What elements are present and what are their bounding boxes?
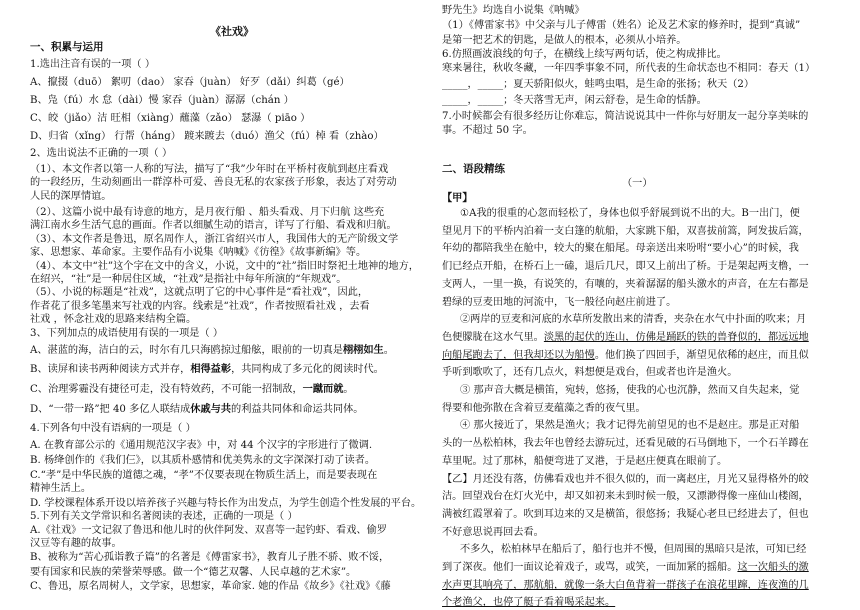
left-line: 5.下列有关文学常识和名著阅读的表述，正确的一项是（ ） [30,511,298,523]
right-line: ④ 那火接近了，果然是渔火；我才记得先前望见的也不是赵庄。那是正对船 [460,420,800,432]
right-line: 满被红霞罩着了。吹到耳边来的又是横笛，很悠扬；我疑心老旦已经进去了，但也 [442,508,809,520]
left-line: （4）、本文中“社”这个字在文中的含义，小说，文中的“社”指旧时祭祀土地神的地方， [30,260,419,272]
right-line: 洁。回望戏台在灯火光中，却又如初来未到时候一般，又漂渺得像一座仙山楼阁， [442,491,809,503]
left-line: A.《社戏》一文记叙了鲁迅和他儿时的伙伴阿发、双喜等一起钓虾、看戏、偷罗 [30,524,387,536]
left-line: 一、积累与运用 [30,41,104,54]
underlined-sentence: 个老渔父，也停了艇子看着喝采起来。 [442,597,616,609]
right-line: ③ 那声音大概是横笛，宛转，悠扬，使我的心也沉静，然而又自失起来，觉 [460,385,800,397]
left-line: 精神生活上。 [30,483,92,495]
left-line: 2、选出说法不正确的一项（ ） [30,147,173,159]
emphasized-idiom: 相得益彰 [190,363,232,376]
left-line: B、读屏和读书两种阅读方式并存，相得益彰，共同构成了多元化的阅读时代。 [30,363,384,376]
left-line: 在绍兴，“社”是一种居住区域，“社戏”是指社中每年所演的“年规戏”。 [30,273,347,285]
left-line: 要有国家和民族的荣誉荣辱感。做一个“德艺双馨、人民卓越的艺术家”。 [30,566,357,578]
document-title: 《社戏》 [210,25,254,38]
right-line: 寒来暑往，秋收冬藏，一年四季事象不同，所代表的生命状态也不相同：春天（1） [442,62,816,74]
right-line: ②两岸的豆麦和河底的水草所发散出来的清香，夹杂在水气中扑面的吹来；月 [460,314,807,326]
underlined-sentence: 淡黑的起伏的连山，仿佛是踊跃的铁的兽脊似的，都远远地 [543,331,809,343]
left-line: B、凫（fú）水 怠（dài）慢 家吞（juàn）潺潺（chán ） [30,94,294,106]
left-line: A. 在教育部公示的《通用规范汉字表》中，对 44 个汉字的字形进行了微调. [30,439,373,451]
right-line: 头的一丛松柏林，我去年也曾经去游玩过，还看见破的石马倒地下，一个石羊蹲在 [442,438,809,450]
left-line: 3、下列加点的成语使用有误的一项是（ ） [30,327,224,339]
left-line: D、归省（xǐng） 行帮（háng） 踱来踱去（duó）渔父（fú）棹 看（zhào） [30,130,384,142]
right-line: 到了深夜。他们一面议论着戏子，或骂，或笑，一面加紧的摇船。这一次船头的激 [442,562,809,574]
right-line: 支两人，一里一换，有说笑的，有嚷的，夹着潺潺的船头激水的声音，在左右都是 [442,278,809,290]
left-line: 社戏 ，怀念社戏的思路来结构全篇。 [30,314,197,326]
left-line: 汉豆等有趣的故事。 [30,538,122,549]
underlined-sentence: 向船尾跑去了，但我却还以为船慢 [442,349,595,361]
right-line: 【乙】月还没有落，仿佛看戏也并不很久似的，而一离赵庄，月光又显得格外的皎 [442,473,809,485]
left-line: A、湛蓝的海，洁白的云，时尔有几只海鸥掠过船舷，眼前的一切真是栩栩如生。 [30,343,394,356]
left-line: D. 学校课程体系开设以培养孩子兴趣与特长作为出发点，为学生创造个性发展的平台。 [30,497,422,509]
left-line: 4.下列各句中没有语病的一项是（ ） [30,423,196,435]
right-line: 乎听到歌吹了，还有几点火，料想便是戏台，但或者也许是渔火。 [442,367,738,379]
left-line: C、治理雾霾没有捷径可走，没有特效药，不可能一招制敌，一蹴而就。 [30,383,354,396]
right-line: _____，_____；冬天落雪无声，闲云舒卷，是生命的恬静。 [442,94,707,106]
right-line: 不好意思说再回去看。 [442,526,544,538]
left-line: A、攛掇（duō） 絮叨（dao） 家吞（juàn） 好歹（dǎi）纠葛（gé） [30,77,350,89]
left-line: B、被称为“苦心孤诣教子篇”的名著是《傅雷家书》，教育儿子胜不骄、败不馁， [30,552,390,564]
right-line: 望见月下的平桥内泊着一支白篷的航船，大家跳下船，双喜拔前篙，阿发拔后篙， [442,225,809,237]
left-line: C.“孝”是中华民族的道德之魂，“孝”不仅要表现在物质生活上，而是要表现在 [30,469,378,481]
right-line: 年幼的都陪我坐在舱中，较大的聚在船尾。母亲送出来吩咐“要小心”的时候，我 [442,243,799,255]
right-line: 向船尾跑去了，但我却还以为船慢。他们换了四回手，渐望见依稀的赵庄，而且似 [442,349,809,361]
left-line: 满江南水乡生活气息的画面。作者以细腻生动的语言，详写了行船、看戏和归航。 [30,220,397,232]
left-line: （5）、小说的标题是“社戏”，这就点明了它的中心事件是“看社戏”，因此， [30,287,369,299]
right-line: 二、语段精练 [442,162,505,175]
right-line: （1）《傅雷家书》中父亲与儿子傅雷（姓名）论及艺术家的修养时，提到“真诚” [442,20,801,32]
right-line: 得要和他弥散在含着豆麦蕴藻之香的夜气里。 [442,402,646,414]
right-line: 碧绿的豆麦田地的河流中，飞一般径向赵庄前进了。 [442,296,677,308]
left-line: （3）、本文作者是鲁迅，原名周作人，浙江省绍兴市人，我国伟大的无产阶级文学 [30,233,399,245]
right-line: （一） [622,178,653,189]
left-line: C、鲁迅，原名周树人，文学家，思想家，革命家. 她的作品《故乡》《社戏》《藤 [30,580,391,592]
left-line: C、皎（jiǎo）洁 旺相（xiàng）蘸藻（zǎo） 瑟瀑（ piāo ） [30,112,311,124]
right-line: 们已经点开船，在桥石上一磕，退后几尺，即又上前出了桥。于是架起两支橹，一 [442,261,809,273]
emphasized-idiom: 一蹴而就 [302,383,344,396]
right-line: ①A我的很重的心忽而轻松了，身体也似乎舒展到说不出的大。B一出门，便 [460,208,800,220]
right-line: 是第一把艺术的钥匙，是做人的根本，必须从小培养。 [442,34,687,46]
left-line: 1.选出注音有误的一项（ ） [30,59,156,71]
right-line: 不多久，松柏林早在船后了，船行也并不慢，但周围的黑暗只是浓，可知已经 [460,544,807,556]
right-line: 事。不超过 50 字。 [442,124,533,136]
left-line: 作者花了很多笔墨来写社戏的内容。线索是“社戏”，作者按照看社戏 ，去看 [30,300,370,312]
underlined-sentence: 这一次船头的激 [737,562,809,574]
right-line: 7.小时候都会有很多经历让你难忘，简洁说说其中一件你与好朋友一起分享美味的 [442,110,809,122]
left-line: （1）、本文作者以第一人称的写法，描写了“我”少年时在平桥村夜航到赵庄看戏 [30,163,389,175]
underlined-sentence: 水声更其响亮了，那航船，就像一条大白鱼背着一群孩子在浪花里蹿，连夜渔的几 [442,579,809,591]
right-line: 草里呢。过了那林，船便弯进了叉港，于是赵庄便真在眼前了。 [442,455,728,467]
right-line [442,579,809,593]
left-line: 家、思想家、革命家。主要作品有小说集《呐喊》《彷徨》《故事新编》等。 [30,247,367,259]
right-line: _____，_____；夏天骄阳似火，蛙鸣虫唱，是生命的张扬；秋天（2） [442,78,755,90]
left-line: B. 杨绛创作的《我们仨》，以其质朴感情和优美隽永的文字深深打动了读者。 [30,454,376,466]
left-line: （2）、这篇小说中最有诗意的地方，是月夜行船 、船头看戏、月下归航 这些充 [30,206,385,218]
left-line: D、“一带一路”把 40 多亿人联结成休戚与共的利益共同体和命运共同体。 [30,402,364,415]
right-line: 野先生》均选自小说集《呐喊》 [442,5,585,17]
emphasized-idiom: 栩栩如生 [342,343,384,356]
left-line: 人民的深厚情谊。 [30,190,112,202]
right-line: 色便朦胧在这水气里。淡黑的起伏的连山，仿佛是踊跃的铁的兽脊似的，都远远地 [442,331,809,343]
left-line: 的一段经历，生动刻画出一群淳朴可爱、善良无私的农家孩子形象，表达了对劳动 [30,177,397,189]
emphasized-idiom: 休戚与共 [190,402,232,415]
right-line: 【甲】 [442,192,473,205]
right-line: 6.仿照画波浪线的句子，在横线上续写两句话，使之构成排比。 [442,48,727,60]
